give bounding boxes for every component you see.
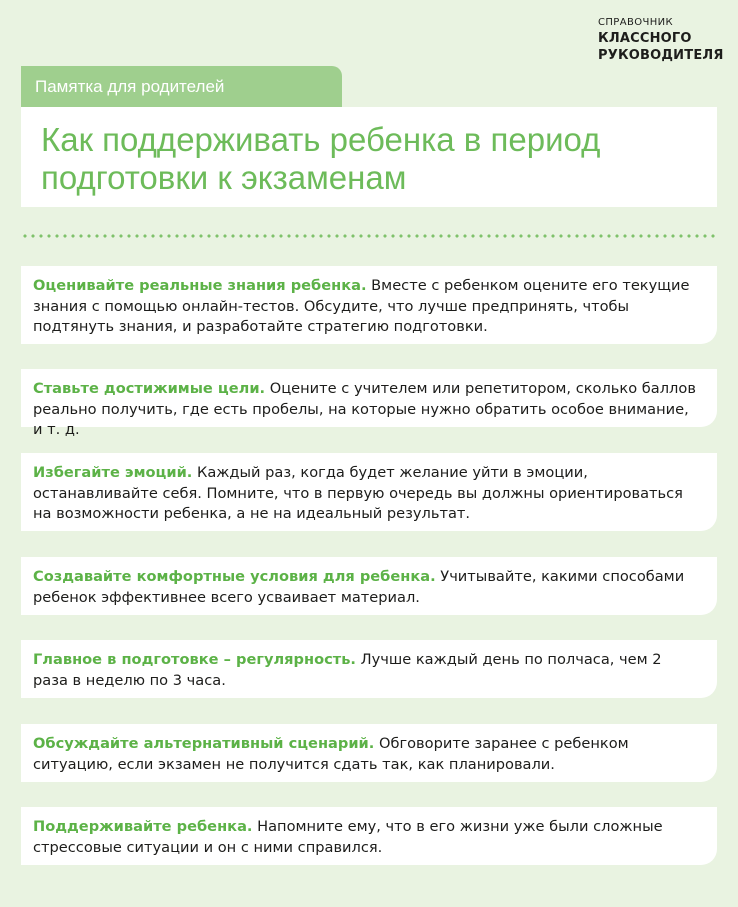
- tip-text: Лучше каждый день по полчаса, чем 2 раза в неделю по 3 часа.: [33, 651, 662, 689]
- tip-card: [21, 724, 717, 782]
- tip-card: [21, 807, 717, 865]
- memo-tab-label: Памятка для родителей: [21, 66, 342, 108]
- brand-logo: [598, 16, 724, 64]
- tip-card: [21, 453, 717, 531]
- tip-text: Учитывайте, какими способами ребенок эффективнее всего усваивает материал.: [33, 568, 685, 606]
- tip-card: [21, 369, 717, 438]
- tip-text: Каждый раз, когда будет желание уйти в эмоции, останавливайте себя. Помните, что в первую очередь вы должны ориентироваться на возможности ребенка, а не на идеальный результат.: [33, 464, 683, 522]
- title-line-1: Как поддерживать ребенка в период: [41, 121, 601, 158]
- tip-heading: Главное в подготовке – регулярность.: [33, 651, 356, 668]
- brand-line-2: КЛАССНОГО: [598, 31, 692, 46]
- brand-line-3: РУКОВОДИТЕЛЯ: [598, 48, 724, 63]
- tip-heading: Поддерживайте ребенка.: [33, 818, 253, 835]
- tip-card: [21, 640, 717, 698]
- brand-line-1: СПРАВОЧНИК: [598, 17, 674, 28]
- tip-text: Вместе с ребенком оцените его текущие знания с помощью онлайн-тестов. Обсудите, что лучше предпринять, чтобы подтянуть знания, и разработайте стратегию подготовки.: [33, 277, 690, 335]
- dotted-divider: [21, 234, 717, 238]
- tip-card: [21, 557, 717, 615]
- tip-card: [21, 266, 717, 344]
- tip-heading: Обсуждайте альтернативный сценарий.: [33, 735, 375, 752]
- title-box: [21, 107, 717, 207]
- tip-text: Обговорите заранее с ребенком ситуацию, если экзамен не получится сдать так, как планировали.: [33, 735, 629, 773]
- title-line-2: подготовки к экзаменам: [41, 159, 407, 196]
- tip-text: Оцените с учителем или репетитором, сколько баллов реально получить, где есть пробелы, на которые нужно обратить особое внимание, и т. д.: [33, 380, 696, 438]
- page-title: [41, 121, 717, 197]
- tip-heading: Создавайте комфортные условия для ребенка.: [33, 568, 436, 585]
- tip-heading: Избегайте эмоций.: [33, 464, 193, 481]
- tip-heading: Оценивайте реальные знания ребенка.: [33, 277, 367, 294]
- tip-heading: Ставьте достижимые цели.: [33, 380, 266, 397]
- tip-text: Напомните ему, что в его жизни уже были сложные стрессовые ситуации и он с ними справился.: [33, 818, 663, 856]
